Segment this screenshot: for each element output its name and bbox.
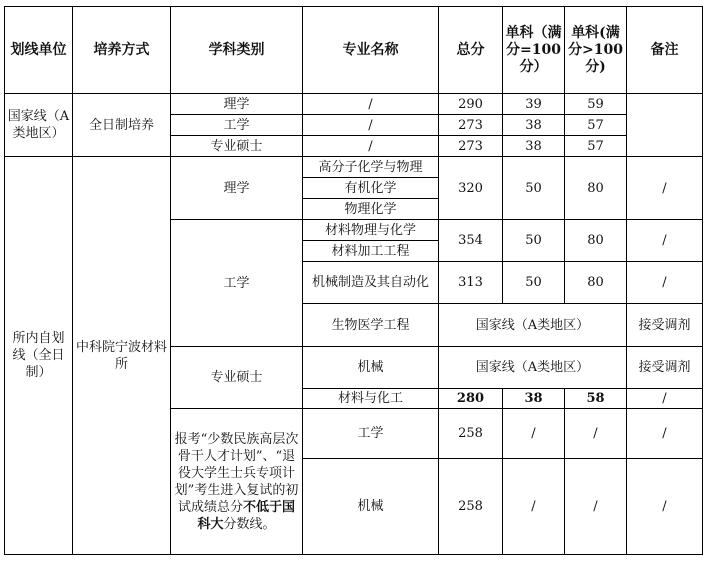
- major-cell: 生物医学工程: [303, 304, 439, 347]
- score-100plus-cell: /: [565, 459, 627, 555]
- header-total: 总分: [439, 7, 503, 94]
- score-100-cell: 50: [503, 262, 565, 304]
- major-cell: 高分子化学与物理: [303, 157, 439, 178]
- major-cell: 材料加工工程: [303, 241, 439, 262]
- total-cell: 273: [439, 136, 503, 157]
- score-100plus-cell: 57: [565, 115, 627, 136]
- header-row: [5, 7, 703, 94]
- score-100-cell: /: [503, 409, 565, 459]
- major-cell: 机械: [303, 459, 439, 555]
- score-100plus-cell: 80: [565, 157, 627, 220]
- total-cell: 290: [439, 94, 503, 115]
- category-cell: 专业硕士: [171, 347, 303, 409]
- score-100-cell: 50: [503, 157, 565, 220]
- institute-unit-cell: 所内自划线（全日制）: [5, 157, 73, 555]
- special-plan-note-emphasis: 不低于国科大: [197, 499, 296, 532]
- header-category: 学科类别: [171, 7, 303, 94]
- remark-cell: /: [627, 157, 703, 220]
- category-cell: 专业硕士: [171, 136, 303, 157]
- major-cell: /: [303, 115, 439, 136]
- total-cell: 320: [439, 157, 503, 220]
- national-mode-cell: 全日制培养: [73, 94, 171, 157]
- national-unit-cell: 国家线（A类地区）: [5, 94, 73, 157]
- total-cell: 258: [439, 459, 503, 555]
- score-100plus-cell: 59: [565, 94, 627, 115]
- remark-cell: /: [627, 220, 703, 262]
- score-100plus-cell: /: [565, 409, 627, 459]
- header-remark: 备注: [627, 7, 703, 94]
- score-100-cell: 50: [503, 220, 565, 262]
- score-100plus-cell: 58: [565, 389, 627, 409]
- total-cell: 354: [439, 220, 503, 262]
- special-plan-note-text: 报考“少数民族高层次骨干人才计划”、“退役大学生士兵专项计划”考生进入复试的初试成绩总分: [174, 431, 299, 515]
- header-unit: 划线单位: [5, 7, 73, 94]
- remark-cell: /: [627, 459, 703, 555]
- table-row: [5, 94, 703, 115]
- category-cell: 工学: [171, 220, 303, 347]
- remark-cell: /: [627, 262, 703, 304]
- special-plan-note-end: 分数线。: [223, 516, 276, 532]
- category-cell: 理学: [171, 157, 303, 220]
- header-major: 专业名称: [303, 7, 439, 94]
- category-cell: 工学: [171, 115, 303, 136]
- remark-cell: 接受调剂: [627, 347, 703, 389]
- major-cell: /: [303, 94, 439, 115]
- remark-cell: 接受调剂: [627, 304, 703, 347]
- remark-cell: /: [627, 409, 703, 459]
- score-100-cell: 38: [503, 136, 565, 157]
- institute-mode-cell: 中科院宁波材料所: [73, 157, 171, 555]
- score-100-cell: /: [503, 459, 565, 555]
- score-100plus-cell: 80: [565, 262, 627, 304]
- score-100plus-cell: 80: [565, 220, 627, 262]
- category-cell: 理学: [171, 94, 303, 115]
- major-cell: /: [303, 136, 439, 157]
- total-cell: 313: [439, 262, 503, 304]
- header-single-100plus: 单科(满分>100分): [565, 7, 627, 94]
- total-cell: 280: [439, 389, 503, 409]
- major-cell: 材料与化工: [303, 389, 439, 409]
- score-100plus-cell: 57: [565, 136, 627, 157]
- score-table: [4, 6, 703, 555]
- score-100-cell: 39: [503, 94, 565, 115]
- major-cell: 材料物理与化学: [303, 220, 439, 241]
- remark-cell: /: [627, 389, 703, 409]
- major-cell: 机械制造及其自动化: [303, 262, 439, 304]
- total-cell: 273: [439, 115, 503, 136]
- score-100-cell: 38: [503, 389, 565, 409]
- national-remark-cell: [627, 94, 703, 157]
- major-cell: 工学: [303, 409, 439, 459]
- total-cell: 258: [439, 409, 503, 459]
- merged-national-line-cell: 国家线（A类地区）: [439, 347, 627, 389]
- major-cell: 机械: [303, 347, 439, 389]
- major-cell: 有机化学: [303, 178, 439, 199]
- table-row: [5, 157, 703, 178]
- merged-national-line-cell: 国家线（A类地区）: [439, 304, 627, 347]
- header-single-100: 单科（满分=100分）: [503, 7, 565, 94]
- score-100-cell: 38: [503, 115, 565, 136]
- special-plan-note: [171, 409, 303, 555]
- major-cell: 物理化学: [303, 199, 439, 220]
- header-mode: 培养方式: [73, 7, 171, 94]
